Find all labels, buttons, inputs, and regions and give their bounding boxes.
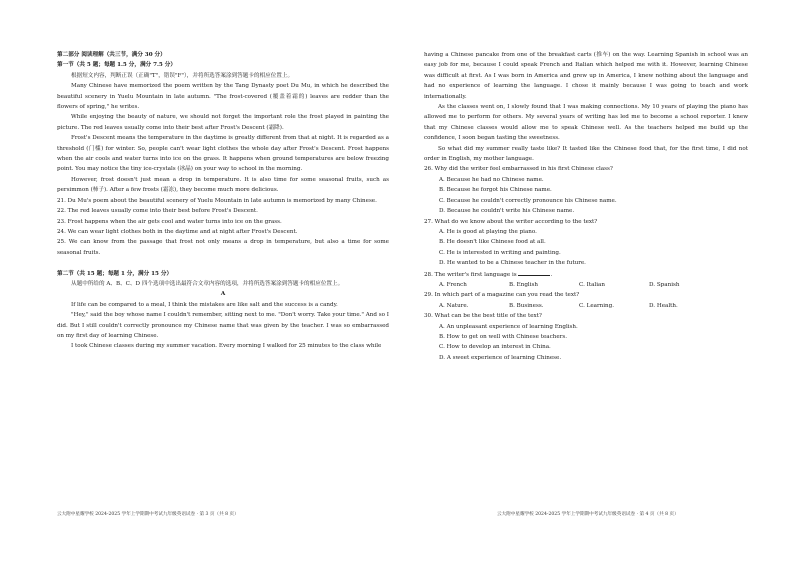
- answer-blank: [518, 269, 550, 276]
- question-26-option-a[interactable]: A. Because he had no Chinese name.: [439, 176, 544, 183]
- question-28-option-c[interactable]: C. Italian: [579, 281, 605, 288]
- question-28-option-d[interactable]: D. Spanish: [649, 281, 680, 288]
- passageA-continued: having a Chinese pancake from one of the breakfast carts (推车) on the way. Learning Spanish in school was an easy job for me, because I could speak French and Italian which helped me with it. However, learning Chinese was difficult at first. As I was born in America and grew up in America, I knew nothing about the language and had no experience of learning the language. I chose it mainly because I was going to teach and work internationally.: [424, 52, 748, 100]
- statement-23: 23. Frost happens when the air gets cool and water turns into ice on the grass.: [57, 218, 282, 225]
- passageA-paragraph: I took Chinese classes during my summer vacation. Every morning I walked for 25 minutes to the class while: [71, 343, 382, 350]
- passage1-paragraph: Many Chinese have memorized the poem written by the Tang Dynasty poet Du Mu, in which he described the beautiful scenery in Yuelu Mountain in late autumn. "The frost-covered (覆盖着霜的) leaves are redder than the flowers of spring," he writes.: [57, 83, 389, 111]
- question-29-option-a[interactable]: A. Nature.: [439, 302, 469, 309]
- statement-24: 24. We can wear light clothes both in the daytime and at night after Frost's Descent.: [57, 228, 298, 235]
- right-page-footer: 云大附中星耀学校 2024-2025 学年上学期期中考试九年级英语试卷 · 第 4 页（共 8 页）: [497, 512, 679, 517]
- question-29-stem: 29. In which part of a magazine can you read the text?: [424, 292, 580, 299]
- question-29-options: [439, 301, 748, 311]
- statement-21: 21. Du Mu's poem about the beautiful scenery of Yuelu Mountain in late autumn is memorized by many Chinese.: [57, 197, 377, 204]
- passage-label-a: A: [220, 291, 226, 298]
- section2-title: 第二节（共 15 题；每题 1 分，满分 15 分）: [57, 270, 173, 277]
- left-page-column: [57, 50, 389, 352]
- question-27-stem: 27. What do we know about the writer according to the text?: [424, 218, 598, 225]
- passageA-paragraph: If life can be compared to a meal, I think the mistakes are like salt and the success is a candy.: [71, 301, 338, 308]
- question-26-option-d[interactable]: D. Because he couldn't write his Chinese name.: [439, 208, 575, 215]
- left-page-footer: 云大附中星耀学校 2024-2025 学年上学期期中考试九年级英语试卷 · 第 3 页（共 8 页）: [57, 512, 239, 517]
- section1-instruction: 根据短文内容，判断正误（正确"T"，错误"F"），并将所选答案涂到答题卡的相应位置上。: [71, 72, 294, 79]
- passageA-paragraph: So what did my summer really taste like? It tasted like the Chinese food that, for the first time, I did not order in English, my mother language.: [424, 145, 748, 163]
- question-26-stem: 26. Why did the writer feel embarrassed in his first Chinese class?: [424, 166, 613, 173]
- question-26-option-b[interactable]: B. Because he forgot his Chinese name.: [439, 187, 552, 194]
- statement-22: 22. The red leaves usually come into their best before Frost's Descent.: [57, 208, 258, 215]
- question-28: 28. The writer's first language is .: [424, 269, 748, 280]
- question-27-option-a[interactable]: A. He is good at playing the piano.: [439, 228, 537, 235]
- question-29-option-b[interactable]: B. Business.: [509, 302, 544, 309]
- question-30-option-c[interactable]: C. How to develop an interest in China.: [439, 344, 551, 351]
- question-27-option-b[interactable]: B. He doesn't like Chinese food at all.: [439, 239, 546, 246]
- passage1-paragraph: While enjoying the beauty of nature, we should not forget the important role the frost played in painting the picture. The red leaves usually come into their best after Frost's Descent (霜降).: [57, 114, 389, 131]
- section1-title: 第一节（共 5 题；每题 1.5 分，满分 7.5 分）: [57, 62, 176, 69]
- question-27-option-d[interactable]: D. He wanted to be a Chinese teacher in the future.: [439, 260, 586, 267]
- question-28-option-a[interactable]: A. French: [439, 281, 467, 288]
- question-28-options: [439, 280, 748, 290]
- statement-25: 25. We can know from the passage that frost not only means a drop in temperature, but also a time for some seasonal fruits.: [57, 239, 389, 256]
- question-29-option-c[interactable]: C. Learning.: [579, 302, 615, 309]
- question-28-stem: 28. The writer's first language is: [424, 271, 517, 278]
- passage1-paragraph: However, frost doesn't just mean a drop in temperature. It is also time for some seasonal fruits, such as persimmon (柿子). After a few frosts (霜冻), they become much more delicious.: [57, 176, 389, 194]
- question-30-option-b[interactable]: B. How to get on well with Chinese teachers.: [439, 333, 568, 340]
- question-26-option-c[interactable]: C. Because he couldn't correctly pronounce his Chinese name.: [439, 197, 617, 204]
- part-title: 第二部分 阅读理解（共三节，满分 30 分）: [57, 52, 166, 58]
- passageA-paragraph: "Hey," said the boy whose name I couldn't remember, sitting next to me. "Don't worry. Take your time." And so I did. But I still couldn't correctly pronounce my Chinese name that was given by the teacher. I was so embarrassed on my first day of learning Chinese.: [57, 312, 389, 339]
- question-30-option-d[interactable]: D. A sweet experience of learning Chinese.: [439, 354, 562, 361]
- passageA-paragraph: As the classes went on, I slowly found that I was making connections. My 10 years of playing the piano has allowed me to perform for others. My several years of writing has led me to become a school reporter. I knew that my Chinese classes would allow me to speak Chinese well. As the teachers helped me build up the confidence, I soon began tasting the sweetness.: [424, 104, 748, 142]
- question-30-option-a[interactable]: A. An unpleasant experience of learning English.: [439, 323, 578, 330]
- question-30-stem: 30. What can be the best title of the text?: [424, 313, 542, 320]
- question-29-option-d[interactable]: D. Health.: [649, 302, 678, 309]
- right-page-column: [424, 50, 748, 363]
- section2-instruction: 从题中所给的 A、B、C、D 四个选项中选出最符合文章内容的选项，并将所选答案涂到答题卡的相应位置上。: [71, 280, 344, 287]
- question-27-option-c[interactable]: C. He is interested in writing and painting.: [439, 249, 561, 256]
- question-28-option-b[interactable]: B. English: [509, 281, 538, 288]
- passage1-paragraph: Frost's Descent means the temperature in the daytime is greatly different from that at night. It is regarded as a threshold (门槛) for winter. So, people can't wear light clothes the whole day after Frost's Descent. Frost happens when the air cools and water turns into ice on the grass. It happens when ground temperatures are below freezing point. You may notice the tiny ice-crystals (冰晶) on your way to school in the morning.: [57, 135, 389, 173]
